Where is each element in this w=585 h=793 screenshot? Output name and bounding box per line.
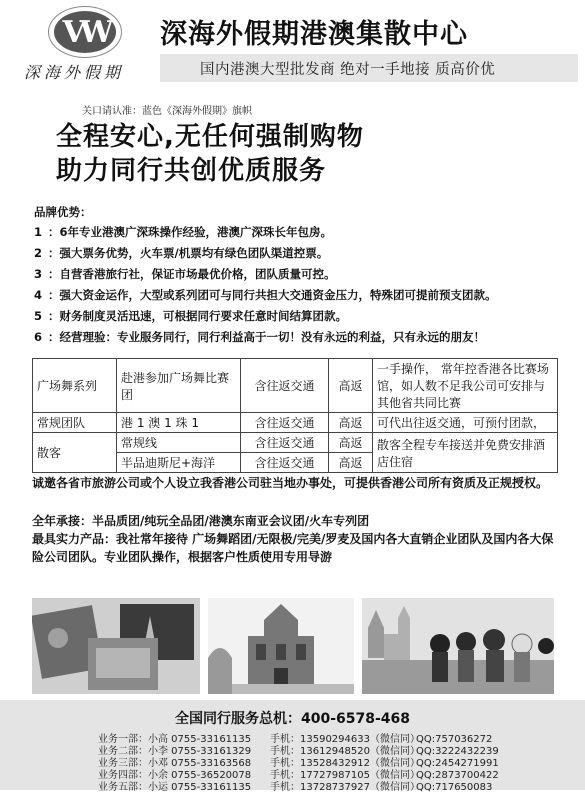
contact-row: 业务一部：小高 0755-33161135 手机：13590294633（微信同）QQ:757036272 [98,734,493,745]
logo-mark: VW [62,14,108,50]
contact-row: 业务五部：小运 0755-33161135 手机：13728737927（微信同）QQ:717650083 [98,782,493,793]
hotline: 全国同行服务总机：400-6578-468 [174,711,411,727]
route-transport: 含往返交通 [241,359,329,413]
macau-night-photo [32,598,200,694]
route-name: 港 1 澳 1 珠 1 [117,413,241,433]
advantage-item: 6 ：经营理验：专业服务同行，同行利益高于一切！没有永远的利益，只有永远的朋友！ [34,330,485,344]
route-category: 常规团队 [33,413,117,433]
brand-slogan: 国内港澳大型批发商 绝对一手地接 质高价优 [200,62,496,78]
route-transport: 含往返交通 [241,433,329,453]
advantage-item: 1 ：6年专业港澳广深珠操作经验，港澳广深珠长年包房。 [34,225,332,239]
header [0,0,585,86]
route-transport: 含往返交通 [241,453,329,473]
table-row [33,359,558,413]
table-row [33,413,558,433]
route-type: 高返 [329,413,373,433]
logo [48,6,122,58]
contact-row: 业务三部：小邓 0755-33163568 手机：13528432912（微信同）QQ:2454271991 [98,758,499,769]
advantages-title: 品牌优势： [34,205,92,219]
table-row [33,433,558,453]
license-note: 关口请认准：蓝色《深海外假期》旗帜 [82,106,252,117]
contact-row: 业务二部：小李 0755-33161329 手机：13612948520（微信同）QQ:3222432239 [98,746,499,757]
route-transport: 含往返交通 [241,413,329,433]
route-name: 赴港参加广场舞比赛团 [117,359,241,413]
st-pauls-ruins-photo [208,598,354,694]
invite-paragraph: 诚邀各省市旅游公司或个人设立我香港公司驻当地办事处，可提供香港公司所有资质及正规授权。 [32,476,549,490]
disneyland-photo [362,598,554,694]
advantage-item: 5 ：财务制度灵活迅速，可根据同行要求任意时间结算团款。 [34,309,347,323]
route-type: 高返 [329,359,373,413]
contact-row: 业务四部：小余 0755-36520078 手机：17727987105（微信同）QQ:2873700422 [98,770,499,781]
brand-title: 深海外假期港澳集散中心 [160,19,468,50]
routes-table [32,358,558,473]
headline-line-2: 助力同行共创优质服务 [56,156,327,186]
advantage-item: 4 ：强大资金运作，大型或系列团可与同行共担大交通资金压力，特殊团可提前预支团款。 [34,288,497,302]
route-note: 一手操作， 常年控香港各比赛场馆，如人数不足我公司可安排与其他省共同比赛 [373,359,558,413]
route-type: 高返 [329,453,373,473]
photo-strip [32,598,554,694]
route-category: 散客 [33,433,117,473]
route-name: 半品迪斯尼+海洋 [117,453,241,473]
headline-line-1: 全程安心,无任何强制购物 [56,122,364,152]
route-note: 可代出往返交通，可预付团款， [373,413,558,433]
products-paragraph: 最具实力产品：我社常年接待 广场舞蹈团/无限极/完美/罗麦及国内各大直销企业团队及国内各大保险公司团队。专业团队操作，根据客户性质使用专用导游 [32,532,554,564]
route-category: 广场舞系列 [33,359,117,413]
logo-script-name: 深海外假期 [24,63,125,82]
route-note: 散客全程专车接送并免费安排酒店住宿 [373,433,558,473]
advantage-item: 2 ：强大票务优势，火车票/机票均有绿色团队渠道控票。 [34,246,329,260]
route-name: 常规线 [117,433,241,453]
services-line: 全年承接：半品质团/纯玩全品团/港澳东南亚会议团/火车专列团 [32,514,370,528]
advantage-item: 3 ：自营香港旅行社，保证市场最优价格，团队质量可控。 [34,267,336,281]
route-type: 高返 [329,433,373,453]
